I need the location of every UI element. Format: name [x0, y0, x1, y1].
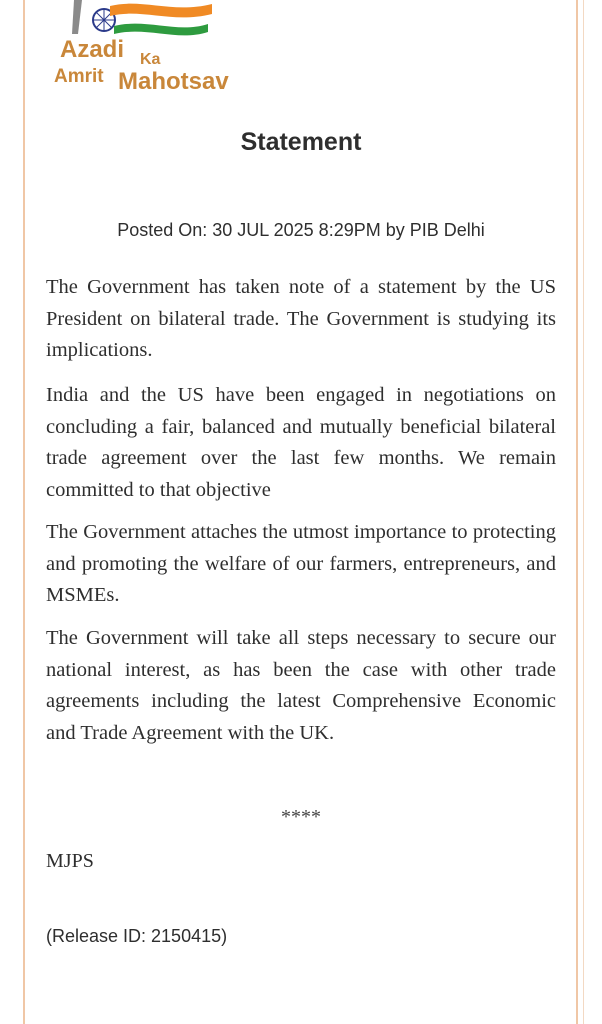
release-id: (Release ID: 2150415): [46, 926, 228, 946]
paragraph-3: The Government attaches the utmost importance to protecting and promoting the welfare of our farmers, entrepreneurs, and MSMEs.: [46, 521, 556, 606]
logo-mahotsav-text: Mahotsav: [118, 68, 229, 95]
logo-azadi-text: Azadi: [60, 36, 125, 63]
signature-initials: MJPS: [46, 850, 94, 872]
paragraph-1: The Government has taken note of a statement by the US President on bilateral trade. The Government is studying its implications.: [46, 276, 556, 361]
logo-amrit-text: Amrit: [54, 66, 104, 87]
logo-ka-text: Ka: [140, 51, 161, 68]
paragraph-4: The Government will take all steps necessary to secure our national interest, as has been the case with other trade agreements including the latest Comprehensive Economic and Trade Agreement with the UK.: [46, 627, 556, 744]
posted-on-line: Posted On: 30 JUL 2025 8:29PM by PIB Delhi: [117, 220, 485, 240]
statement-title: Statement: [240, 128, 362, 156]
separator-stars: ****: [281, 806, 321, 828]
azadi-ka-amrit-mahotsav-logo: [52, 0, 262, 100]
paragraph-2: India and the US have been engaged in negotiations on concluding a fair, balanced and mutually beneficial bilateral trade agreement over the last few months. We remain committed to that objective: [46, 384, 556, 501]
